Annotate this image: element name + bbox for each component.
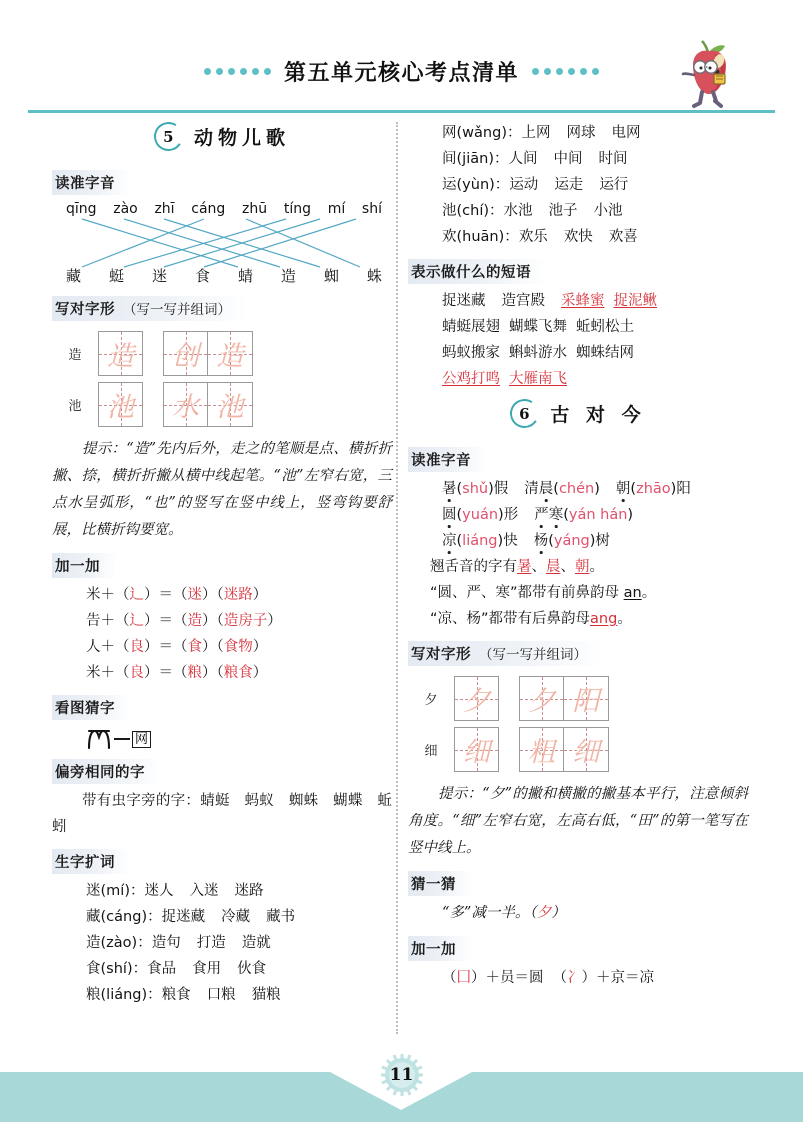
note-text: “凉、杨”都带有后鼻韵母 — [430, 611, 591, 627]
grid-char: 夕 — [528, 686, 555, 717]
grid-char: 细 — [572, 737, 600, 768]
phrase-item: 公鸡打鸣 — [442, 371, 500, 387]
pron-char: 清晨 — [524, 481, 554, 497]
pron-pinyin: zhāo — [636, 481, 671, 497]
character-item[interactable]: 食 — [194, 267, 210, 285]
pinyin-item[interactable]: qīng — [66, 201, 97, 217]
pronunciation-row: 暑(shǔ)假 清晨(chén) 朝(zhāo)阳 — [442, 481, 691, 497]
pron-post: 树 — [595, 533, 610, 549]
vocab-char: 网 — [442, 125, 457, 141]
same-radical-body — [52, 788, 392, 840]
pronunciation-row: 凉(liáng)快 杨(yáng)树 — [442, 533, 610, 549]
vocab-word: 造就 — [241, 935, 271, 951]
note-red-char: 朝 — [575, 559, 590, 575]
vocab-word: 迷路 — [234, 883, 264, 899]
add-item: 米＋（辶）＝（迷）（迷路） — [86, 587, 268, 603]
single-char-grid[interactable] — [98, 331, 143, 376]
add-word: 食物 — [223, 639, 253, 655]
vocab-entry: 运(yùn)：运动 运走 运行 — [442, 177, 629, 193]
riddle-close: ） — [551, 905, 566, 921]
net-pictograph-icon — [86, 728, 112, 750]
vocab-entry: 食(shí)：食品 食用 伙食 — [86, 961, 267, 977]
pronunciation-note — [408, 580, 748, 606]
phrase-item: 蝌蚪游水 — [509, 345, 567, 361]
section-subtitle: （写一写并组词） — [123, 302, 231, 318]
writing-tip-text: 提示：“造”先内后外，走之的笔顺是点、横折折撇、捺，横折折撇从横中线起笔。“池”左窄右宽，三点水呈弧形，“也”的竖写在竖中线上，竖弯钩要舒展，比横折钩要宽。 — [52, 441, 392, 538]
grid-char: 池 — [107, 392, 134, 423]
vocab-word: 中间 — [553, 151, 583, 167]
vocab-word: 食品 — [147, 961, 177, 977]
add-base: 米 — [86, 587, 101, 603]
note-end: 。 — [617, 611, 632, 627]
vocab-pinyin: chí — [462, 203, 484, 219]
add-plus: 辶 — [129, 587, 144, 603]
add-result: 圆 — [529, 970, 544, 986]
add-base: 员 — [500, 970, 515, 986]
vocab-word: 迷人 — [144, 883, 174, 899]
pron-pinyin: yuán — [462, 507, 499, 523]
right-column — [408, 118, 748, 991]
section-heading-phrases: 表示做什么的短语 — [408, 259, 547, 284]
vocab-word: 运动 — [509, 177, 539, 193]
pron-pinyin: liáng — [462, 533, 498, 549]
note-red-char: 晨 — [546, 559, 561, 575]
phrase-item: 蜻蜓展翅 — [442, 319, 500, 335]
single-char-grid[interactable] — [98, 382, 143, 427]
section-heading-riddle: 猜一猜 — [408, 871, 472, 896]
phrase-item: 捉迷藏 — [442, 293, 486, 309]
character-row — [66, 265, 382, 286]
writing-grid-row — [408, 727, 748, 772]
tianzige-cell[interactable] — [454, 676, 499, 721]
phrase-item: 蚂蚁搬家 — [442, 345, 500, 361]
tianzige-cell[interactable] — [98, 331, 143, 376]
add-word: 迷路 — [223, 587, 253, 603]
pinyin-item[interactable]: zào — [113, 201, 138, 217]
add-item: 人＋（良）＝（食）（食物） — [86, 639, 268, 655]
vocab-word: 入迷 — [189, 883, 219, 899]
vocab-word: 口粮 — [206, 987, 236, 1003]
same-radical-text: 带有虫字旁的字：蜻蜓 蚂蚁 蜘蛛 蝴蝶 蚯蚓 — [52, 793, 392, 835]
pictograph-row — [52, 728, 392, 750]
grid-char: 造 — [107, 341, 134, 372]
phrase-item: 大雁南飞 — [509, 371, 567, 387]
add-result: 造 — [187, 613, 202, 629]
pinyin-row — [66, 201, 382, 217]
section-heading-pronunciation-6: 读准字音 — [408, 447, 487, 472]
pron-pinyin: shǔ — [462, 481, 489, 497]
pron-pinyin: yán hán — [568, 507, 628, 523]
pinyin-match-exercise[interactable] — [52, 201, 392, 287]
vocab-word: 网球 — [566, 125, 596, 141]
tianzige-cell[interactable] — [454, 727, 499, 772]
character-item[interactable]: 蛛 — [366, 267, 382, 285]
vocab-pinyin: cáng — [106, 909, 142, 925]
add-plus: 良 — [129, 665, 144, 681]
grid-char: 阳 — [572, 686, 600, 717]
pictograph-dash — [114, 738, 130, 740]
vocab-word: 运行 — [599, 177, 629, 193]
riddle-text: “多”减一半。（ — [442, 905, 537, 921]
grid-label: 造 — [68, 348, 82, 363]
add-word: 粮食 — [223, 665, 253, 681]
pinyin-item[interactable]: zhū — [242, 201, 268, 217]
note-end: 。 — [589, 559, 604, 575]
note-end: 。 — [641, 585, 657, 601]
section-heading-add: 加一加 — [52, 553, 116, 578]
word-grid[interactable] — [519, 676, 609, 721]
pinyin-item[interactable]: cáng — [191, 201, 226, 217]
grid-label: 池 — [68, 399, 82, 414]
pron-char: 凉 — [442, 533, 457, 549]
lesson-title: 动物儿歌 — [193, 127, 290, 149]
vocab-word: 时间 — [598, 151, 628, 167]
note-text: “圆、严、寒”都带有前鼻韵母 — [430, 585, 624, 601]
vocab-pinyin: mí — [106, 883, 125, 899]
pinyin-item[interactable]: tíng — [283, 201, 311, 217]
character-item[interactable]: 蜓 — [108, 267, 124, 285]
page-footer — [0, 1050, 803, 1122]
vocab-word: 伙食 — [237, 961, 267, 977]
phrase-item: 蝴蝶飞舞 — [509, 319, 567, 335]
grid-label: 夕 — [424, 693, 438, 708]
pron-post: 假 — [493, 481, 509, 497]
left-column — [52, 118, 392, 1008]
character-item[interactable]: 造 — [280, 267, 296, 285]
add-base: 京 — [610, 970, 625, 986]
character-item[interactable]: 蜘 — [323, 267, 339, 285]
phrase-item: 蜘蛛结网 — [576, 345, 634, 361]
add-result: 食 — [187, 639, 202, 655]
section-heading-writing: 写对字形 （写一写并组词） — [52, 296, 247, 321]
pron-char: 朝 — [615, 481, 631, 497]
grid-char: 夕 — [463, 686, 490, 717]
pron-pinyin: yáng — [553, 533, 590, 549]
word-grid[interactable] — [519, 727, 609, 772]
vocab-word: 电网 — [611, 125, 641, 141]
vocab-char: 迷 — [86, 883, 101, 899]
pron-char: 暑 — [442, 481, 457, 497]
vocab-word: 造句 — [151, 935, 181, 951]
add-item-row: （囗）＋员＝圆 （冫）＋京＝凉 — [442, 970, 654, 986]
tianzige-cell[interactable] — [519, 727, 564, 772]
pictograph-answer: 网 — [132, 731, 151, 748]
add-item: 米＋（良）＝（粮）（粮食） — [86, 665, 268, 681]
pron-post: 阳 — [676, 481, 691, 497]
lesson-title: 古 对 今 — [550, 404, 646, 426]
vocab-word: 打造 — [196, 935, 226, 951]
vocab-char: 造 — [86, 935, 101, 951]
grid-char: 细 — [463, 737, 490, 768]
vocab-pinyin: zào — [106, 935, 132, 951]
vocab-word: 藏书 — [266, 909, 296, 925]
vocab-entry: 造(zào)：造句 打造 造就 — [86, 935, 271, 951]
pron-char: 严寒 — [534, 507, 564, 523]
writing-grid-row — [52, 382, 392, 427]
phrase-item: 蚯蚓松土 — [576, 319, 634, 335]
vocab-entry: 池(chí)：水池 池子 小池 — [442, 203, 623, 219]
lesson-heading-5 — [52, 122, 392, 151]
pron-char: 圆 — [442, 507, 457, 523]
vocab-entry: 粮(liáng)：粮食 口粮 猫粮 — [86, 987, 281, 1003]
character-item[interactable]: 迷 — [151, 267, 167, 285]
pron-post: 快 — [503, 533, 518, 549]
add-result: 凉 — [639, 970, 654, 986]
header-divider — [28, 110, 775, 113]
vocab-word: 欢乐 — [518, 229, 548, 245]
character-item[interactable]: 蜻 — [237, 267, 253, 285]
vocab-char: 间 — [442, 151, 457, 167]
vocab-word: 人间 — [508, 151, 538, 167]
vocab-word: 食用 — [192, 961, 222, 977]
pinyin-item[interactable]: zhī — [154, 201, 175, 217]
pronunciation-note — [408, 606, 748, 632]
single-char-grid[interactable] — [454, 727, 499, 772]
vocab-word: 上网 — [521, 125, 551, 141]
section-heading-pronunciation: 读准字音 — [52, 170, 131, 195]
vocab-word: 猫粮 — [251, 987, 281, 1003]
section-heading-same-radical: 偏旁相同的字 — [52, 759, 161, 784]
tianzige-cell[interactable] — [564, 727, 609, 772]
vocab-word: 水池 — [503, 203, 533, 219]
tianzige-cell[interactable] — [564, 676, 609, 721]
vocab-entry: 网(wǎng)：上网 网球 电网 — [442, 125, 641, 141]
header-dots-right — [532, 68, 599, 75]
add-base: 米 — [86, 665, 101, 681]
add-plus: 辶 — [129, 613, 144, 629]
vocab-word: 欢喜 — [608, 229, 638, 245]
vocab-char: 食 — [86, 961, 101, 977]
writing-grid-row — [408, 676, 748, 721]
page-title: 第五单元核心考点清单 — [283, 60, 519, 86]
phrase-row — [408, 288, 748, 314]
character-item[interactable]: 藏 — [66, 267, 82, 285]
add-plus: 良 — [129, 639, 144, 655]
phrase-item: 造宫殿 — [501, 293, 545, 309]
riddle-answer: 夕 — [536, 905, 552, 921]
writing-tip — [52, 436, 392, 544]
single-char-grid[interactable] — [454, 676, 499, 721]
vocab-char: 欢 — [442, 229, 457, 245]
note-red-char: 暑 — [517, 559, 532, 575]
grid-char: 造 — [216, 341, 244, 372]
grid-char: 池 — [216, 392, 244, 423]
vocab-pinyin: liáng — [106, 987, 142, 1003]
column-divider — [396, 122, 398, 1034]
word-grid[interactable] — [163, 382, 253, 427]
vocab-pinyin: huān — [462, 229, 499, 245]
header-dots-left — [204, 68, 271, 75]
vocab-pinyin: jiān — [462, 151, 489, 167]
riddle-line — [408, 900, 748, 927]
vocab-entry: 间(jiān)：人间 中间 时间 — [442, 151, 628, 167]
add-word: 造房子 — [223, 613, 268, 629]
pronunciation-note: 翘舌音的字有暑、晨、朝。 — [430, 559, 604, 575]
add-left-radical: 囗 — [456, 970, 471, 986]
vocab-word: 小池 — [593, 203, 623, 219]
note-text: 翘舌音的字有 — [430, 559, 517, 575]
page-number: 11 — [389, 1065, 414, 1085]
phrase-row — [408, 340, 748, 366]
vocab-word: 运走 — [554, 177, 584, 193]
writing-tip — [408, 781, 748, 862]
grid-char: 粗 — [528, 737, 555, 768]
tianzige-cell[interactable] — [519, 676, 564, 721]
phrase-row — [408, 314, 748, 340]
lesson-heading-6 — [408, 399, 748, 428]
phrase-row — [408, 366, 748, 392]
vocab-char: 池 — [442, 203, 457, 219]
vocab-pinyin: yùn — [462, 177, 490, 193]
vocab-char: 运 — [442, 177, 457, 193]
vocab-pinyin: shí — [106, 961, 127, 977]
vocab-pinyin: wǎng — [462, 125, 502, 141]
vocab-entry: 藏(cáng)：捉迷藏 冷藏 藏书 — [86, 909, 296, 925]
vocab-char: 藏 — [86, 909, 101, 925]
writing-tip-text: 提示：“夕”的撇和横撇的撇基本平行，注意倾斜角度。“细”左窄右宽，左高右低，“田”的第一笔写在竖中线上。 — [408, 786, 748, 856]
pron-pinyin: chén — [558, 481, 595, 497]
lesson-number-badge: 5 — [151, 119, 185, 153]
writing-grid-row — [52, 331, 392, 376]
apple-mascot-icon — [672, 40, 746, 110]
vocab-word: 粮食 — [161, 987, 191, 1003]
pinyin-item[interactable]: mí — [327, 201, 346, 217]
add-base: 告 — [86, 613, 101, 629]
vocab-entry: 欢(huān)：欢乐 欢快 欢喜 — [442, 229, 638, 245]
add-result: 粮 — [187, 665, 202, 681]
page-header — [0, 0, 803, 112]
note-underlined: ang — [590, 611, 618, 627]
tianzige-cell[interactable] — [98, 382, 143, 427]
vocab-char: 粮 — [86, 987, 101, 1003]
vocab-word: 捉迷藏 — [161, 909, 206, 925]
add-item: 告＋（辶）＝（造）（造房子） — [86, 613, 282, 629]
phrase-item: 采蜂蜜 — [561, 293, 605, 309]
grid-label: 细 — [424, 744, 438, 759]
lesson-number-badge: 6 — [508, 396, 542, 430]
tianzige-cell[interactable] — [163, 331, 208, 376]
vocab-word: 冷藏 — [221, 909, 251, 925]
vocab-entry: 迷(mí)：迷人 入迷 迷路 — [86, 883, 264, 899]
pinyin-item[interactable]: shí — [361, 201, 382, 217]
pron-char: 杨 — [533, 533, 549, 549]
tianzige-cell[interactable] — [208, 382, 253, 427]
add-base: 人 — [86, 639, 101, 655]
pronunciation-row: 圆(yuán)形 严寒(yán hán) — [442, 507, 634, 523]
section-heading-vocab: 生字扩词 — [52, 849, 131, 874]
tianzige-cell[interactable] — [208, 331, 253, 376]
vocab-word: 池子 — [548, 203, 578, 219]
grid-char: 水 — [172, 392, 199, 423]
section-heading-add-6: 加一加 — [408, 936, 472, 961]
grid-char: 创 — [172, 341, 199, 372]
pron-post: 形 — [503, 507, 519, 523]
phrase-item: 捉泥鳅 — [613, 293, 657, 309]
section-heading-writing-6: 写对字形 （写一写并组词） — [408, 641, 603, 666]
note-underlined: an — [623, 585, 642, 601]
section-subtitle: （写一写并组词） — [479, 647, 587, 663]
tianzige-cell[interactable] — [163, 382, 208, 427]
word-grid[interactable] — [163, 331, 253, 376]
vocab-word: 欢快 — [563, 229, 593, 245]
add-left-radical: 冫 — [567, 970, 582, 986]
section-heading-guess-picture: 看图猜字 — [52, 695, 131, 720]
add-result: 迷 — [187, 587, 202, 603]
